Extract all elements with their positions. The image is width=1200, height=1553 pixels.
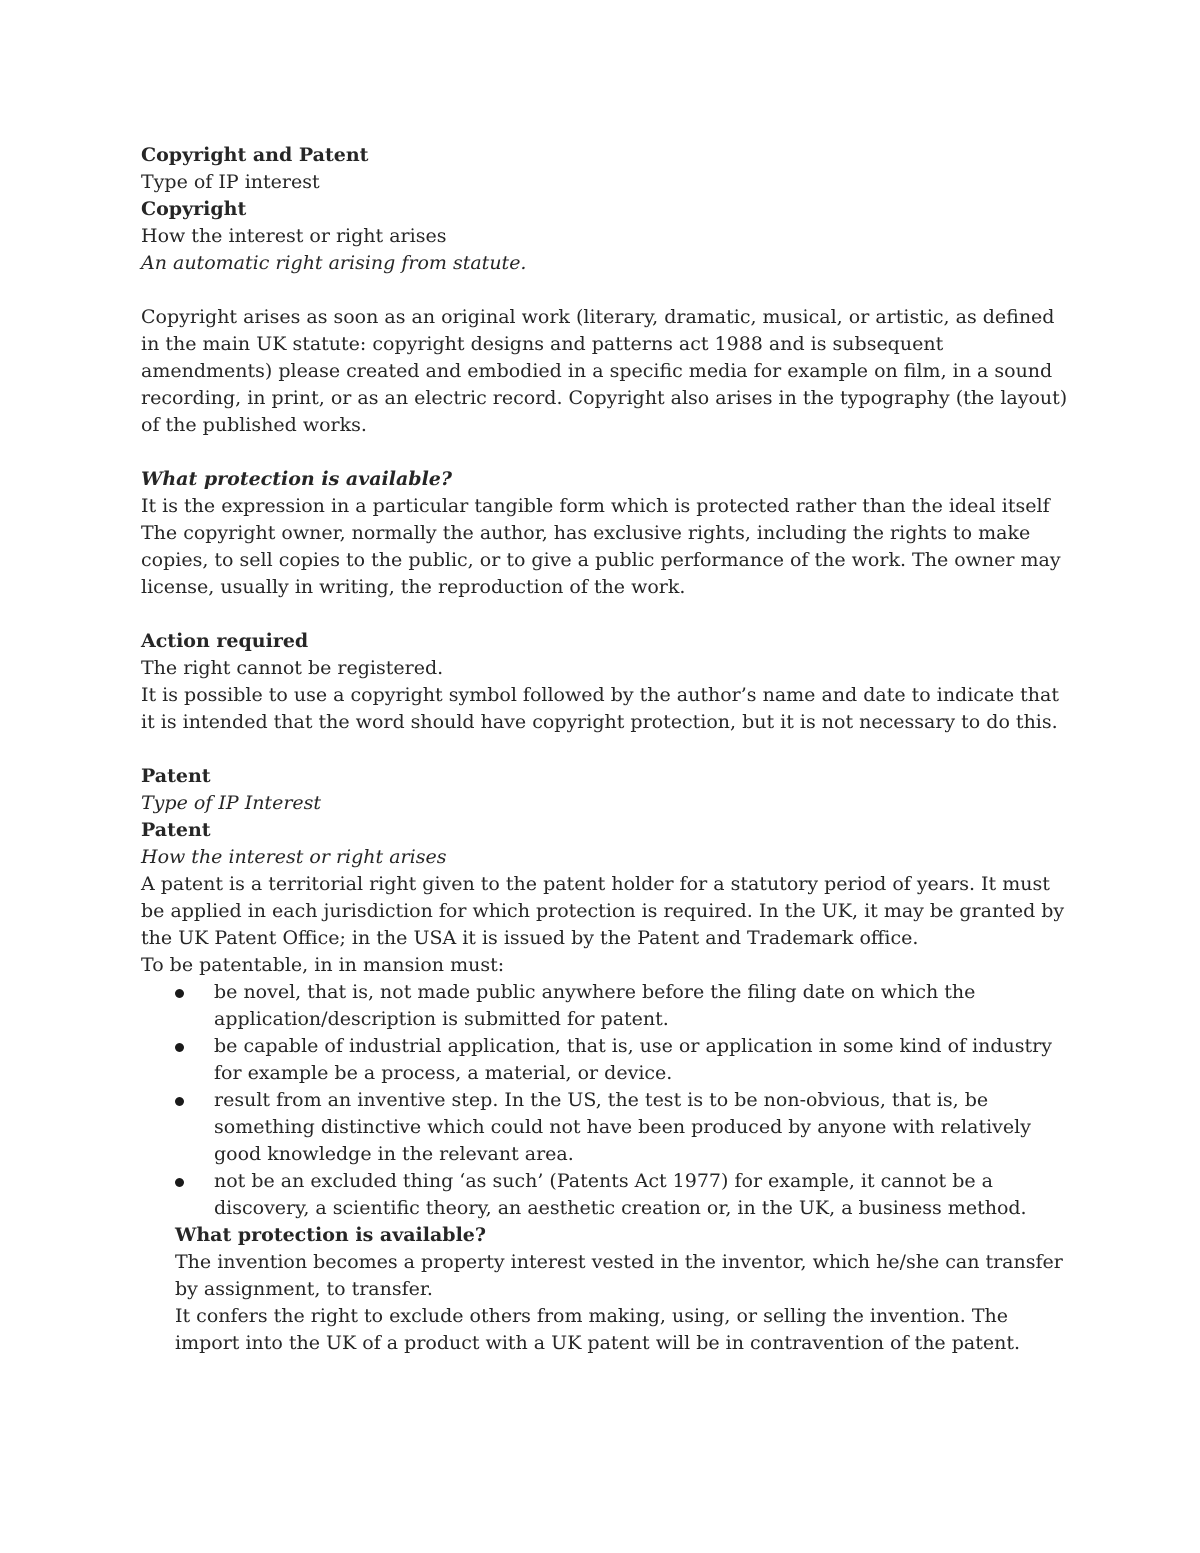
patent-heading: Patent <box>141 765 211 787</box>
copyright-arises-value: An automatic right arising from statute. <box>141 252 527 274</box>
patent-arises-paragraph: A patent is a territorial right given to the patent holder for a statutory period of years. It must be applied in each jurisdiction for which protection is required. In the UK, it may be granted by the UK Patent Office; in the USA it is issued by the Patent and Trademark office. <box>141 873 1065 949</box>
bullet-icon <box>175 1097 184 1106</box>
bullet-icon <box>175 1043 184 1052</box>
patent-protection-section <box>141 1222 1071 1357</box>
copyright-type-value: Copyright <box>141 198 247 220</box>
patent-arises-label: How the interest or right arises <box>141 846 447 868</box>
patent-protection-heading: What protection is available? <box>175 1224 487 1246</box>
copyright-action-line-2: It is possible to use a copyright symbol followed by the author’s name and date to indicate that it is intended that the word should have copyright protection, but it is not necessary to do this. <box>141 684 1060 733</box>
bullet-icon <box>175 1178 184 1187</box>
patent-protection-line-2: It confers the right to exclude others from making, using, or selling the invention. The import into the UK of a product with a UK patent will be in contravention of the patent. <box>175 1305 1020 1354</box>
patentability-criteria-list <box>141 979 1071 1222</box>
list-item <box>212 979 1071 1033</box>
copyright-type-label: Type of IP interest <box>141 171 320 193</box>
copyright-action-line-1: The right cannot be registered. <box>141 657 444 679</box>
patent-type-value: Patent <box>141 819 211 841</box>
document-title: Copyright and Patent <box>141 144 369 166</box>
criterion-text: result from an inventive step. In the US, the test is to be non-obvious, that is, be something distinctive which could not have been produced by anyone with relatively good knowledge in the relevant area. <box>214 1089 1031 1165</box>
patent-protection-line-1: The invention becomes a property interest vested in the inventor, which he/she can transfer by assignment, to transfer. <box>175 1251 1063 1300</box>
copyright-arises-label: How the interest or right arises <box>141 225 447 247</box>
list-item <box>212 1087 1071 1168</box>
criterion-text: be capable of industrial application, that is, use or application in some kind of industry for example be a process, a material, or device. <box>214 1035 1052 1084</box>
list-item <box>212 1033 1071 1087</box>
criterion-text: not be an excluded thing ‘as such’ (Patents Act 1977) for example, it cannot be a discovery, a scientific theory, an aesthetic creation or, in the UK, a business method. <box>214 1170 1027 1219</box>
copyright-action-heading: Action required <box>141 630 309 652</box>
copyright-protection-paragraph: It is the expression in a particular tangible form which is protected rather than the ideal itself The copyright owner, normally the author, has exclusive rights, including the rights to make copies, to sell copies to the public, or to give a public performance of the work. The owner may license, usually in writing, the reproduction of the work. <box>141 495 1061 598</box>
document-body <box>141 142 1071 1357</box>
patent-patentable-intro: To be patentable, in in mansion must: <box>141 954 505 976</box>
criterion-text: be novel, that is, not made public anywhere before the filing date on which the application/description is submitted for patent. <box>214 981 976 1030</box>
list-item <box>212 1168 1071 1222</box>
copyright-arises-paragraph: Copyright arises as soon as an original work (literary, dramatic, musical, or artistic, as defined in the main UK statute: copyright designs and patterns act 1988 and is subsequent amendments) please created and embodied in a specific media for example on film, in a sound recording, in print, or as an electric record. Copyright also arises in the typography (the layout) of the published works. <box>141 306 1068 436</box>
patent-type-label: Type of IP Interest <box>141 792 322 814</box>
bullet-icon <box>175 989 184 998</box>
copyright-protection-heading: What protection is available? <box>141 468 453 490</box>
